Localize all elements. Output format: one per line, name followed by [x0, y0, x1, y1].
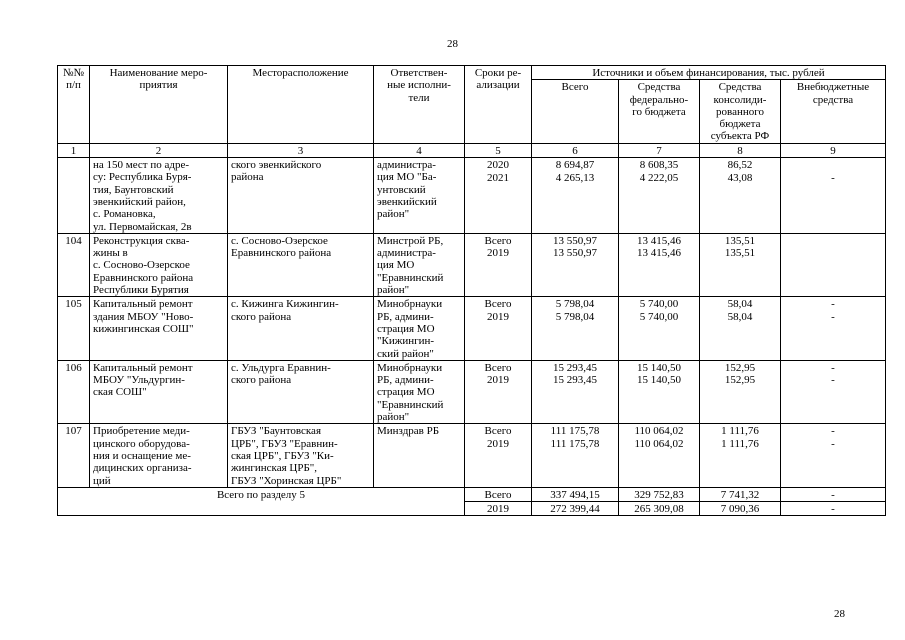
- cell-federal-line: 5 740,00: [639, 310, 679, 323]
- cell-federal-line: 8 608,35: [639, 159, 679, 172]
- cell-extra-line: [784, 247, 882, 260]
- cell-terms-line: Всего: [484, 361, 512, 374]
- cell-extra: [781, 158, 886, 234]
- cell-name: Капитальный ремонт здания МБОУ "Ново- кижингинская СОШ": [90, 297, 228, 360]
- cell-extra-line: -: [831, 374, 835, 387]
- cell-federal-line: 110 064,02: [634, 425, 684, 438]
- header-regional: Средства консолиди- рованного бюджета субъекта РФ: [700, 80, 781, 143]
- cell-terms: [465, 158, 532, 234]
- cell-terms: [465, 424, 532, 487]
- cell-federal-line: 13 415,46: [637, 247, 681, 260]
- cell-regional-line: 152,95: [724, 374, 756, 387]
- cell-location: ГБУЗ "Баунтовская ЦРБ", ГБУЗ "Еравнин- ская ЦРБ", ГБУЗ "Ки- жингинская ЦРБ", ГБУЗ "Хоринская ЦРБ": [228, 424, 374, 487]
- column-number: 1: [58, 143, 90, 157]
- cell-extra-line: [784, 235, 882, 248]
- cell-terms-line: Всего: [484, 298, 512, 311]
- cell-terms: [465, 360, 532, 423]
- cell-regional: [700, 360, 781, 423]
- cell-responsible: Минобрнауки РБ, админи- страция МО "Еравнинский район": [374, 360, 465, 423]
- summary-federal: 265 309,08: [619, 502, 700, 516]
- column-number: 3: [228, 143, 374, 157]
- funding-table: [57, 65, 886, 516]
- column-number: 4: [374, 143, 465, 157]
- cell-federal: [619, 297, 700, 360]
- cell-name: на 150 мест по адре- су: Республика Буря- тия, Баунтовский эвенкийский район, с. Романовка, ул. Первомайская, 2в: [90, 158, 228, 234]
- column-number: 7: [619, 143, 700, 157]
- summary-extra: -: [781, 487, 886, 501]
- cell-regional-line: 58,04: [727, 298, 753, 311]
- summary-term: 2019: [465, 502, 532, 516]
- cell-federal-line: 4 222,05: [639, 171, 679, 184]
- cell-federal-line: 5 740,00: [639, 298, 679, 311]
- page-number-bottom: 28: [834, 608, 845, 620]
- summary-total: 337 494,15: [532, 487, 619, 501]
- cell-total: [532, 360, 619, 423]
- cell-federal-line: 15 140,50: [637, 374, 681, 387]
- summary-extra: -: [781, 502, 886, 516]
- header-total: Всего: [532, 80, 619, 143]
- cell-federal: [619, 158, 700, 234]
- cell-responsible: администра- ция МО "Ба- унтовский эвенкийский район": [374, 158, 465, 234]
- column-number: 5: [465, 143, 532, 157]
- table-row: [58, 360, 886, 423]
- summary-regional: 7 090,36: [700, 502, 781, 516]
- cell-location: ского эвенкийского района: [228, 158, 374, 234]
- cell-name: Приобретение меди- цинского оборудова- ния и оснащение ме- дицинских организа- ций: [90, 424, 228, 487]
- cell-name: Капитальный ремонт МБОУ "Ульдургин- ская СОШ": [90, 360, 228, 423]
- cell-name: Реконструкция сква- жины в с. Сосново-Озерское Еравнинского района Республики Бурятия: [90, 233, 228, 296]
- cell-regional-line: 58,04: [727, 310, 753, 323]
- cell-num: 105: [58, 297, 90, 360]
- cell-total: [532, 297, 619, 360]
- cell-total: [532, 233, 619, 296]
- summary-regional: 7 741,32: [700, 487, 781, 501]
- cell-terms: [465, 233, 532, 296]
- cell-responsible: Минздрав РБ: [374, 424, 465, 487]
- cell-total: [532, 424, 619, 487]
- summary-term: Всего: [465, 487, 532, 501]
- table-row: [58, 233, 886, 296]
- header-terms: Сроки ре- ализации: [465, 66, 532, 144]
- cell-extra-line: [784, 159, 882, 172]
- cell-terms-line: 2019: [487, 437, 509, 450]
- cell-total-line: 15 293,45: [553, 361, 597, 374]
- cell-num: [58, 158, 90, 234]
- cell-regional: [700, 233, 781, 296]
- header-num: №№ п/п: [58, 66, 90, 144]
- cell-regional-line: 152,95: [724, 361, 756, 374]
- cell-num: 106: [58, 360, 90, 423]
- cell-regional-line: 86,52: [727, 159, 753, 172]
- cell-terms-line: 2020: [487, 159, 509, 172]
- column-number-row: [58, 143, 886, 157]
- cell-total-line: 13 550,97: [553, 234, 597, 247]
- header-name: Наименование меро- приятия: [90, 66, 228, 144]
- cell-total-line: 111 175,78: [550, 425, 600, 438]
- cell-regional: [700, 424, 781, 487]
- cell-federal: [619, 360, 700, 423]
- header-extra: Внебюджетные средства: [781, 80, 886, 143]
- cell-total-line: 13 550,97: [553, 247, 597, 260]
- cell-terms-line: Всего: [484, 425, 512, 438]
- header-location: Месторасположение: [228, 66, 374, 144]
- cell-extra-line: -: [831, 298, 835, 311]
- cell-location: с. Кижинга Кижингин- ского района: [228, 297, 374, 360]
- summary-federal: 329 752,83: [619, 487, 700, 501]
- cell-num: 104: [58, 233, 90, 296]
- cell-num: 107: [58, 424, 90, 487]
- cell-terms: [465, 297, 532, 360]
- header-row-1: [58, 66, 886, 80]
- cell-regional-line: 43,08: [727, 171, 753, 184]
- cell-extra-line: -: [831, 171, 835, 184]
- cell-regional-line: 135,51: [724, 234, 756, 247]
- cell-location: с. Ульдурга Еравнин- ского района: [228, 360, 374, 423]
- cell-regional: [700, 158, 781, 234]
- cell-responsible: Минобрнауки РБ, админи- страция МО "Кижингин- ский район": [374, 297, 465, 360]
- cell-federal-line: 110 064,02: [634, 437, 684, 450]
- cell-terms-line: 2021: [487, 171, 509, 184]
- column-number: 6: [532, 143, 619, 157]
- cell-regional: [700, 297, 781, 360]
- summary-total: 272 399,44: [532, 502, 619, 516]
- cell-terms-line: 2019: [487, 310, 509, 323]
- cell-regional-line: 1 111,76: [721, 437, 759, 450]
- cell-extra-line: -: [831, 425, 835, 438]
- column-number: 8: [700, 143, 781, 157]
- cell-total-line: 5 798,04: [555, 310, 595, 323]
- summary-row: [58, 487, 886, 501]
- table-row: [58, 424, 886, 487]
- cell-extra: [781, 233, 886, 296]
- cell-location: с. Сосново-Озерское Еравнинского района: [228, 233, 374, 296]
- table-row: [58, 158, 886, 234]
- cell-federal: [619, 424, 700, 487]
- cell-total-line: 5 798,04: [555, 298, 595, 311]
- table-row: [58, 297, 886, 360]
- cell-total-line: 4 265,13: [555, 171, 595, 184]
- cell-terms-line: Всего: [484, 234, 512, 247]
- header-responsible: Ответствен- ные исполни- тели: [374, 66, 465, 144]
- cell-extra: [781, 360, 886, 423]
- page-number-top: 28: [447, 38, 458, 50]
- cell-extra-line: -: [831, 310, 835, 323]
- cell-extra-line: -: [831, 437, 835, 450]
- cell-terms-line: 2019: [487, 374, 509, 387]
- cell-regional-line: 135,51: [724, 247, 756, 260]
- cell-responsible: Минстрой РБ, администра- ция МО "Еравнинский район": [374, 233, 465, 296]
- header-funding-group: Источники и объем финансирования, тыс. рублей: [532, 66, 886, 80]
- cell-total-line: 8 694,87: [555, 159, 595, 172]
- cell-federal-line: 13 415,46: [637, 234, 681, 247]
- cell-federal-line: 15 140,50: [637, 361, 681, 374]
- cell-extra: [781, 424, 886, 487]
- cell-extra: [781, 297, 886, 360]
- header-federal: Средства федерально- го бюджета: [619, 80, 700, 143]
- column-number: 9: [781, 143, 886, 157]
- cell-total-line: 111 175,78: [550, 437, 600, 450]
- cell-terms-line: 2019: [487, 247, 509, 260]
- cell-total: [532, 158, 619, 234]
- cell-total-line: 15 293,45: [553, 374, 597, 387]
- cell-extra-line: -: [831, 361, 835, 374]
- column-number: 2: [90, 143, 228, 157]
- cell-federal: [619, 233, 700, 296]
- cell-regional-line: 1 111,76: [721, 425, 759, 438]
- summary-label: Всего по разделу 5: [58, 487, 465, 516]
